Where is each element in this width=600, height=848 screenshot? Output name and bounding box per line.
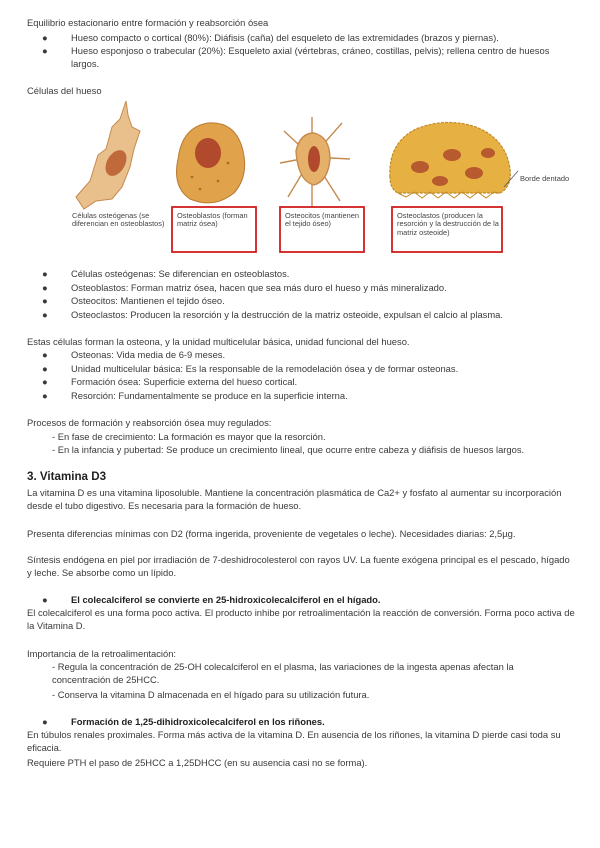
osteoclast-illustration — [390, 122, 518, 198]
bullet-icon: ● — [42, 363, 48, 374]
paragraph: Procesos de formación y reabsorción ósea muy regulados: — [27, 417, 272, 428]
paragraph: En túbulos renales proximales. Forma más activa de la vitamina D. En ausencia de los riñones, la vitamina D pierde casi toda su eficacia. — [27, 729, 561, 753]
paragraph: Estas células forman la osteona, y la unidad multicelular básica, unidad funcional del hueso. — [27, 336, 410, 347]
list-item: ● Hueso compacto o cortical (80%): Diáfisis (caña) del esqueleto de las extremidades (brazos y piernas). — [42, 32, 499, 43]
paragraph: Requiere PTH el paso de 25HCC a 1,25DHCC (en su ausencia casi no se forma). — [27, 757, 368, 768]
bullet-icon: ● — [42, 376, 48, 387]
bullet-icon: ● — [42, 32, 48, 43]
list-item: ● Unidad multicelular básica: Es la responsable de la remodelación ósea y de formar osteonas. — [42, 363, 459, 374]
list-item: ● Osteoblastos: Forman matriz ósea, hacen que sea más duro el hueso y más mineralizado. — [42, 282, 447, 293]
dash-item: - En fase de crecimiento: La formación es mayor que la resorción. — [52, 431, 326, 442]
section-title-celulas: Células del hueso — [27, 85, 102, 96]
list-item: ● Osteocitos: Mantienen el tejido óseo. — [42, 295, 225, 306]
dash-item: - En la infancia y pubertad: Se produce un crecimiento lineal, que ocurre entre cabeza y diáfisis de huesos largos. — [52, 444, 525, 455]
paragraph: El colecalciferol es una forma poco activa. El producto inhibe por retroalimentación la reacción de conversión. Forma poco activa de la Vitamina D. — [27, 607, 575, 631]
osteogenic-cell-illustration — [76, 101, 140, 209]
bullet-icon: ● — [42, 594, 48, 605]
bullet-icon: ● — [42, 268, 48, 279]
bullet-icon: ● — [42, 390, 48, 401]
osteocyte-illustration — [280, 117, 350, 207]
list-item: ● Osteonas: Vida media de 6-9 meses. — [42, 349, 226, 360]
fig-label-osteoblastos: Osteoblastos (forman matriz ósea) — [177, 211, 248, 229]
list-item: ● El colecalciferol se convierte en 25-hidroxicolecalciferol en el hígado. — [42, 594, 381, 605]
osteoblast-illustration — [177, 123, 245, 203]
borde-label: Borde dentado — [520, 174, 570, 183]
bullet-icon: ● — [42, 45, 48, 56]
bullet-icon: ● — [42, 295, 48, 306]
section-title-equilibrio: Equilibrio estacionario entre formación y reabsorción ósea — [27, 17, 269, 28]
paragraph: Síntesis endógena en piel por irradiación de 7-deshidrocolesterol con rayos UV. La fuente exógena principal es el pescado, hígado y leche. Se absorbe como un lípido. — [27, 554, 570, 578]
paragraph: Presenta diferencias mínimas con D2 (forma ingerida, proveniente de vegetales o leche). Necesidades diarias: 2,5µg. — [27, 528, 516, 539]
bullet-icon: ● — [42, 716, 48, 727]
heading-vitamina-d3: 3. Vitamina D3 — [27, 470, 107, 483]
fig-label-osteocitos: Osteocitos (mantienen el tejido óseo) — [285, 211, 359, 229]
dash-item: - Conserva la vitamina D almacenada en el hígado para su utilización futura. — [52, 689, 370, 700]
fig-label-osteogenas: Células osteógenas (se diferencian en osteoblastos) — [72, 211, 165, 229]
list-item: ● Formación de 1,25-dihidroxicolecalciferol en los riñones. — [42, 716, 325, 727]
dash-item: - Regula la concentración de 25-OH colecalciferol en el plasma, las variaciones de la ingesta apenas afectan la concentración de 25HCC. — [52, 661, 514, 685]
list-item: ● Formación ósea: Superficie externa del hueso cortical. — [42, 376, 298, 387]
bullet-icon: ● — [42, 282, 48, 293]
list-item: ● Células osteógenas: Se diferencian en osteoblastos. — [42, 268, 290, 279]
list-item: ● Osteoclastos: Producen la resorción y la destrucción de la matriz osteoide, expulsan el calcio al plasma. — [42, 309, 503, 320]
list-item: ● Hueso esponjoso o trabecular (20%): Esqueleto axial (vértebras, cráneo, costillas, pelvis); rellena centro de huesos largos. — [42, 45, 550, 69]
bullet-icon: ● — [42, 349, 48, 360]
paragraph: Importancia de la retroalimentación: — [27, 648, 177, 659]
list-item: ● Resorción: Fundamentalmente se produce en la superficie interna. — [42, 390, 348, 401]
bullet-icon: ● — [42, 309, 48, 320]
paragraph: La vitamina D es una vitamina liposoluble. Mantiene la concentración plasmática de Ca2+ y fosfato al aumentar su incorporación desde el tubo digestivo. Es necesaria para la formación de hueso. — [27, 487, 562, 511]
fig-label-osteoclastos: Osteoclastos (producen la resorción y la destrucción de la matriz osteoide) — [397, 211, 499, 237]
bone-cells-figure — [68, 97, 570, 253]
